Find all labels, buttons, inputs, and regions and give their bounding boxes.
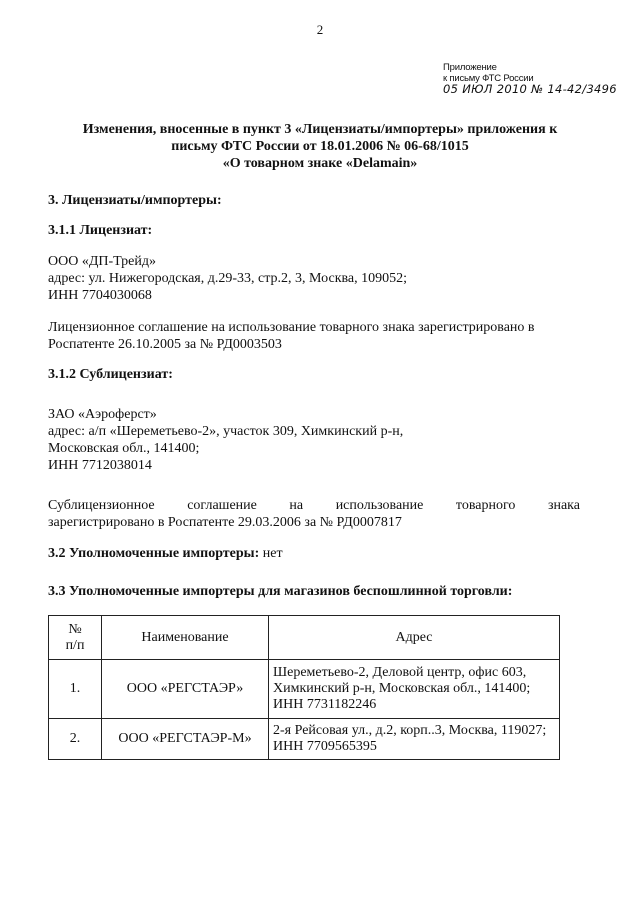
document-title — [40, 121, 600, 172]
licensee-block — [48, 253, 407, 304]
table-header-row — [49, 616, 560, 660]
title-line-3: «О товарном знаке «Delamain» — [222, 156, 418, 171]
table-row — [49, 660, 560, 719]
title-line-1: Изменения, вносенные в пункт 3 «Лицензиаты/импортеры» приложения к — [82, 122, 558, 137]
sublicensee-heading: 3.1.2 Сублицензиат: — [48, 367, 173, 382]
row-1-address-line-1: Шереметьево-2, Деловой центр, офис 603, — [273, 665, 527, 680]
appendix-stamp — [443, 62, 617, 95]
row-1-number: 1. — [49, 660, 102, 719]
licensee-heading: 3.1.1 Лицензиат: — [48, 223, 153, 238]
license-agreement-line-2: Роспатенте 26.10.2005 за № РД0003503 — [48, 337, 282, 352]
page-number: 2 — [316, 22, 324, 37]
row-2-number: 2. — [49, 719, 102, 760]
header-number-line-1: № — [68, 621, 82, 637]
table-row — [49, 719, 560, 760]
row-2-address-line-2: ИНН 7709565395 — [273, 739, 377, 754]
authorized-importers-heading: 3.2 Уполномоченные импортеры: — [48, 546, 260, 561]
row-2-address — [269, 719, 560, 760]
license-agreement-line-1: Лицензионное соглашение на использование товарного знака зарегистрировано в — [48, 320, 535, 335]
duty-free-importers-heading: 3.3 Уполномоченные импортеры для магазинов беспошлинной торговли: — [48, 584, 513, 599]
authorized-importers — [48, 546, 283, 562]
title-line-2: письму ФТС России от 18.01.2006 № 06-68/1015 — [171, 139, 469, 154]
licensee-company: ООО «ДП-Трейд» — [48, 254, 157, 269]
sublicense-agreement-line-2: зарегистрировано в Роспатенте 29.03.2006 за № РД0007817 — [48, 515, 402, 530]
section-3-heading: 3. Лицензиаты/импортеры: — [48, 193, 222, 208]
licensee-address: адрес: ул. Нижегородская, д.29-33, стр.2, 3, Москва, 109052; — [48, 271, 408, 286]
license-agreement — [48, 319, 580, 353]
appendix-line-1: Приложение — [443, 62, 497, 73]
appendix-date-number: 05 ИЮЛ 2010 № 14-42/3496 — [443, 82, 617, 96]
sublicensee-company: ЗАО «Аэроферст» — [48, 407, 157, 422]
sublicensee-inn: ИНН 7712038014 — [48, 458, 152, 473]
sublicense-agreement — [48, 497, 580, 531]
header-number-line-2: п/п — [65, 637, 85, 653]
importers-table — [48, 615, 560, 760]
sublicensee-block — [48, 406, 403, 474]
row-1-address — [269, 660, 560, 719]
row-2-name: ООО «РЕГСТАЭР-М» — [102, 719, 269, 760]
sublicensee-address-line-2: Московская обл., 141400; — [48, 441, 200, 456]
header-name: Наименование — [102, 616, 269, 660]
row-1-address-line-2: Химкинский р-н, Московская обл., 141400; — [273, 681, 531, 696]
header-number — [49, 616, 102, 660]
licensee-inn: ИНН 7704030068 — [48, 288, 152, 303]
sublicense-agreement-line-1: Сублицензионное соглашение на использование товарного знака — [48, 498, 580, 513]
sublicensee-address-line-1: адрес: а/п «Шереметьево-2», участок 309, Химкинский р-н, — [48, 424, 404, 439]
row-1-address-line-3: ИНН 7731182246 — [273, 697, 377, 712]
authorized-importers-value: нет — [259, 546, 283, 561]
header-address: Адрес — [269, 616, 560, 660]
row-2-address-line-1: 2-я Рейсовая ул., д.2, корп..3, Москва, 119027; — [273, 723, 547, 738]
appendix-line-2: к письму ФТС России — [443, 73, 534, 84]
row-1-name: ООО «РЕГСТАЭР» — [102, 660, 269, 719]
